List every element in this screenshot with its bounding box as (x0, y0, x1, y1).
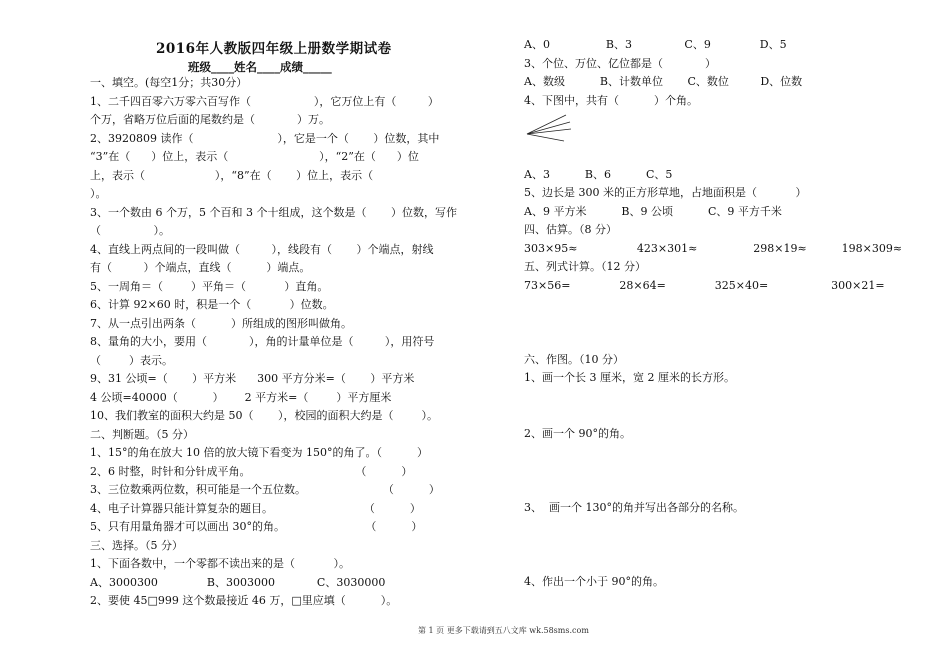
question-line: A、3 B、6 C、5 (524, 167, 673, 181)
angle-rays-icon (524, 112, 574, 144)
question-line: 三、选择。（5 分） (90, 538, 183, 552)
question-line: 5、只有用量角器才可以画出 30°的角。 （ ） (90, 520, 423, 533)
question-line: 3、一个数由 6 个万，5 个百和 3 个十组成，这个数是（ ）位数，写作 (90, 205, 457, 219)
question-line: 五、列式计算。（12 分） (524, 260, 646, 273)
question-line: 5、边长是 300 米的正方形草地，占地面积是（ ） (524, 186, 807, 199)
question-line: A、0 B、3 C、9 D、5 (524, 38, 787, 51)
student-info-line: 班级____姓名____成绩_____ (188, 60, 332, 74)
question-line: 个万，省略万位后面的尾数约是（ ）万。 (90, 113, 330, 126)
question-line: 303×95≈ 423×301≈ 298×19≈ 198×309≈ (524, 241, 903, 255)
question-line: 4、作出一个小于 90°的角。 (524, 574, 664, 588)
question-line: A、9 平方米 B、9 公顷 C、9 平方千米 (524, 204, 782, 218)
question-line: 4 公顷=40000（ ） 2 平方米=（ ）平方厘米 (90, 390, 392, 404)
question-line: 2、画一个 90°的角。 (524, 426, 631, 440)
question-line: 六、作图。（10 分） (524, 352, 624, 366)
question-line: （ ）。 (90, 224, 170, 237)
question-line: 2、6 时整，时针和分针成平角。 （ ） (90, 464, 413, 478)
question-line: 2、3920809 读作（ ），它是一个（ ）位数，其中 (90, 131, 440, 145)
question-line: 4、电子计算器只能计算复杂的题目。 （ ） (90, 501, 421, 515)
question-line: 4、直线上两点间的一段叫做（ ），线段有（ ）个端点，射线 (90, 242, 434, 256)
question-line: 1、下面各数中，一个零都不读出来的是（ ）。 (90, 557, 350, 570)
question-line: 3、 画一个 130°的角并写出各部分的名称。 (524, 500, 744, 514)
question-line: 73×56= 28×64= 325×40= 300×21= (524, 278, 885, 292)
question-line: 9、31 公顷=（ ）平方米 300 平方分米=（ ）平方米 (90, 372, 415, 385)
question-line: 3、三位数乘两位数，积可能是一个五位数。 （ ） (90, 483, 440, 496)
question-line: 一、填空。(每空1分；共30分） (90, 76, 248, 89)
exam-title: 2016年人教版四年级上册数学期试卷 (156, 41, 392, 57)
question-line: ）。 (90, 187, 107, 200)
question-line: 四、估算。（8 分） (524, 223, 617, 236)
question-line: 有（ ）个端点，直线（ ）端点。 (90, 261, 311, 274)
question-line: A、数级 B、计数单位 C、数位 D、位数 (524, 75, 803, 88)
question-line: A、3000300 B、3003000 C、3030000 (90, 575, 386, 589)
question-line: 5、一周角＝（ ）平角＝（ ）直角。 (90, 279, 329, 293)
question-line: “3”在（ ）位上，表示（ ），“2”在（ ）位 (90, 150, 419, 163)
question-line: 二、判断题。（5 分） (90, 427, 194, 441)
question-line: 1、15°的角在放大 10 倍的放大镜下看变为 150°的角了。（ ） (90, 446, 428, 459)
question-line: 8、量角的大小，要用（ ），角的计量单位是（ ），用符号 (90, 335, 435, 348)
question-line: 7、从一点引出两条（ ）所组成的图形叫做角。 (90, 316, 352, 330)
question-line: 6、计算 92×60 时，积是一个（ ）位数。 (90, 298, 334, 311)
question-line: 10、我们教室的面积大约是 50（ ），校园的面积大约是（ ）。 (90, 409, 438, 422)
question-line: 1、二千四百零六万零六百写作（ ），它万位上有（ ） (90, 94, 439, 108)
question-line: 4、下图中，共有（ ）个角。 (524, 93, 698, 107)
question-line: （ ）表示。 (90, 353, 173, 367)
question-line: 1、画一个长 3 厘米，宽 2 厘米的长方形。 (524, 371, 735, 384)
question-line: 2、要使 45□999 这个数最接近 46 万，□里应填（ ）。 (90, 594, 398, 607)
question-line: 3、个位、万位、亿位都是（ ） (524, 56, 716, 70)
page-footer: 第 1 页 更多下载请到五八文库 wk.58sms.com (418, 626, 589, 635)
question-line: 上，表示（ ），“8”在（ ）位上，表示（ (90, 168, 405, 182)
